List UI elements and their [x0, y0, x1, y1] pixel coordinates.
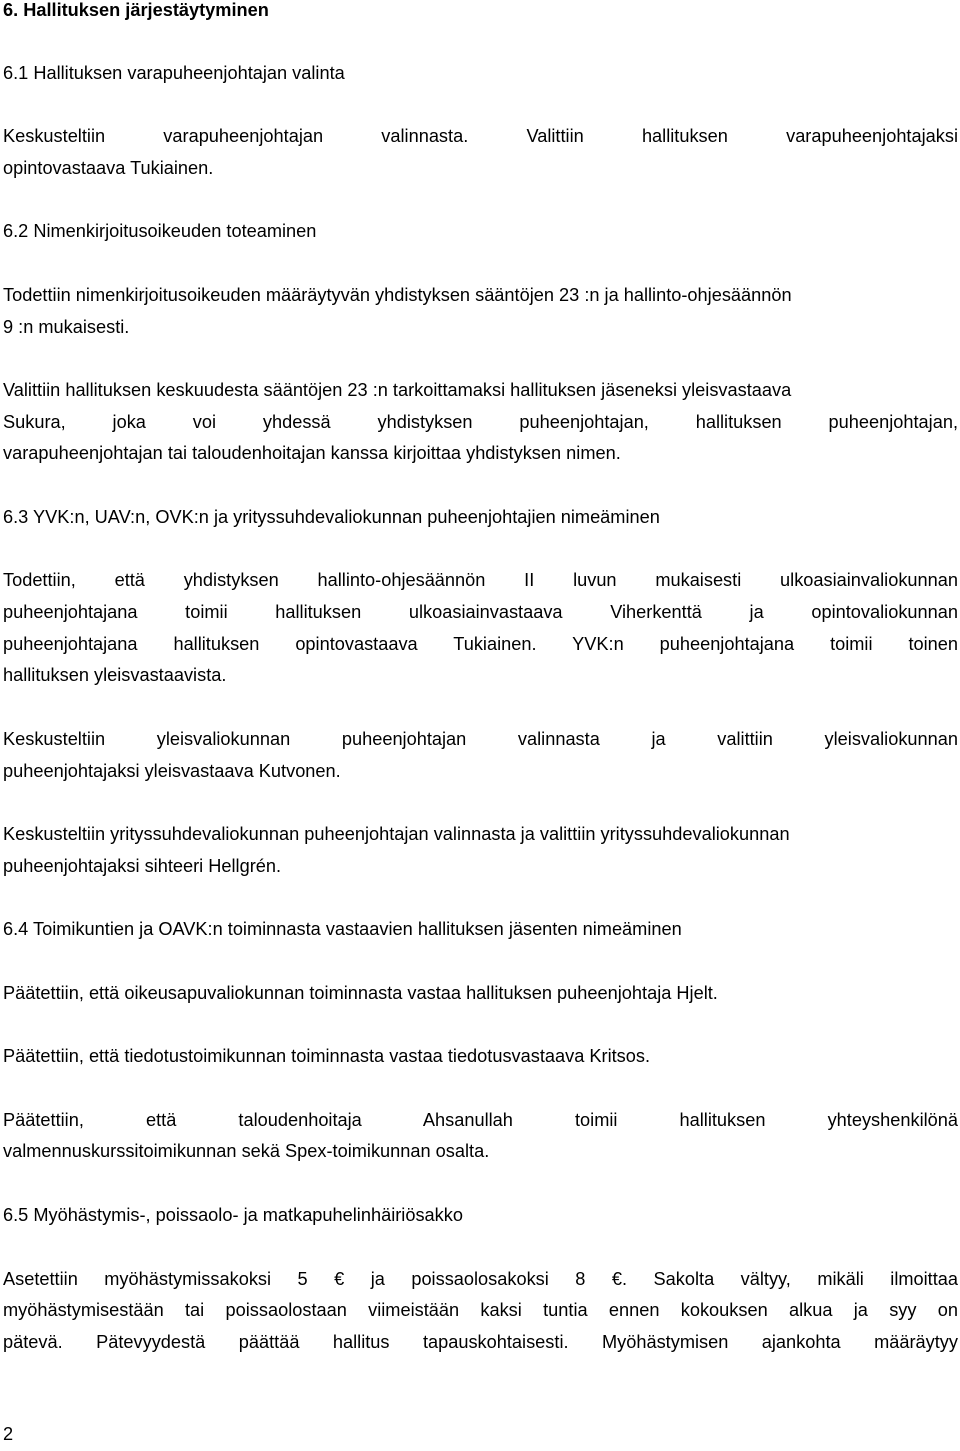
- paragraph-line: Päätettiin, että tiedotustoimikunnan toiminnasta vastaa tiedotusvastaava Kritsos.: [3, 1046, 651, 1066]
- paragraph-line: Keskusteltiin yleisvaliokunnan puheenjohtajan valinnasta ja valittiin yleisvaliokunnan: [3, 729, 958, 749]
- paragraph-line: puheenjohtajaksi sihteeri Hellgrén.: [3, 856, 282, 876]
- paragraph-line: Päätettiin, että taloudenhoitaja Ahsanullah toimii hallituksen yhteyshenkilönä: [3, 1110, 958, 1130]
- section-heading: 6. Hallituksen järjestäytyminen: [3, 0, 269, 20]
- page-number: 2: [3, 1424, 14, 1444]
- paragraph-line: myöhästymisestään tai poissaolostaan viimeistään kaksi tuntia ennen kokouksen alkua ja syy on: [3, 1300, 958, 1320]
- paragraph-line: puheenjohtajana toimii hallituksen ulkoasiainvastaava Viherkenttä ja opintovaliokunnan: [3, 602, 958, 622]
- paragraph-line: Keskusteltiin yrityssuhdevaliokunnan puheenjohtajan valinnasta ja valittiin yrityssuhdevaliokunnan: [3, 824, 790, 844]
- subsection-title-6-5: 6.5 Myöhästymis-, poissaolo- ja matkapuhelinhäiriösakko: [3, 1205, 463, 1225]
- subsection-title-6-4: 6.4 Toimikuntien ja OAVK:n toiminnasta vastaavien hallituksen jäsenten nimeäminen: [3, 919, 682, 939]
- paragraph-line: valmennuskurssitoimikunnan sekä Spex-toimikunnan osalta.: [3, 1141, 490, 1161]
- paragraph-line: puheenjohtajana hallituksen opintovastaava Tukiainen. YVK:n puheenjohtajana toimii toinen: [3, 634, 958, 654]
- paragraph-line: varapuheenjohtajan tai taloudenhoitajan kanssa kirjoittaa yhdistyksen nimen.: [3, 443, 621, 463]
- paragraph-line: pätevä. Pätevyydestä päättää hallitus tapauskohtaisesti. Myöhästymisen ajankohta määräytyy: [3, 1332, 958, 1352]
- paragraph-line: Keskusteltiin varapuheenjohtajan valinnasta. Valittiin hallituksen varapuheenjohtajaksi: [3, 126, 958, 146]
- paragraph-line: puheenjohtajaksi yleisvastaava Kutvonen.: [3, 761, 341, 781]
- paragraph-line: Valittiin hallituksen keskuudesta sääntöjen 23 :n tarkoittamaksi hallituksen jäseneksi yleisvastaava: [3, 380, 792, 400]
- paragraph-line: Päätettiin, että oikeusapuvaliokunnan toiminnasta vastaa hallituksen puheenjohtaja Hjelt.: [3, 983, 718, 1003]
- paragraph-line: Todettiin, että yhdistyksen hallinto-ohjesäännön II luvun mukaisesti ulkoasiainvaliokunnan: [3, 570, 958, 590]
- subsection-title-6-1: 6.1 Hallituksen varapuheenjohtajan valinta: [3, 63, 345, 83]
- paragraph-line: opintovastaava Tukiainen.: [3, 158, 214, 178]
- subsection-title-6-3: 6.3 YVK:n, UAV:n, OVK:n ja yrityssuhdevaliokunnan puheenjohtajien nimeäminen: [3, 507, 660, 527]
- paragraph-line: Todettiin nimenkirjoitusoikeuden määräytyvän yhdistyksen sääntöjen 23 :n ja hallinto-ohjesäännön: [3, 285, 792, 305]
- paragraph-line: Sukura, joka voi yhdessä yhdistyksen puheenjohtajan, hallituksen puheenjohtajan,: [3, 412, 958, 432]
- paragraph-line: 9 :n mukaisesti.: [3, 317, 130, 337]
- subsection-title-6-2: 6.2 Nimenkirjoitusoikeuden toteaminen: [3, 221, 317, 241]
- paragraph-line: Asetettiin myöhästymissakoksi 5 € ja poissaolosakoksi 8 €. Sakolta vältyy, mikäli ilmoittaa: [3, 1269, 958, 1289]
- paragraph-line: hallituksen yleisvastaavista.: [3, 665, 227, 685]
